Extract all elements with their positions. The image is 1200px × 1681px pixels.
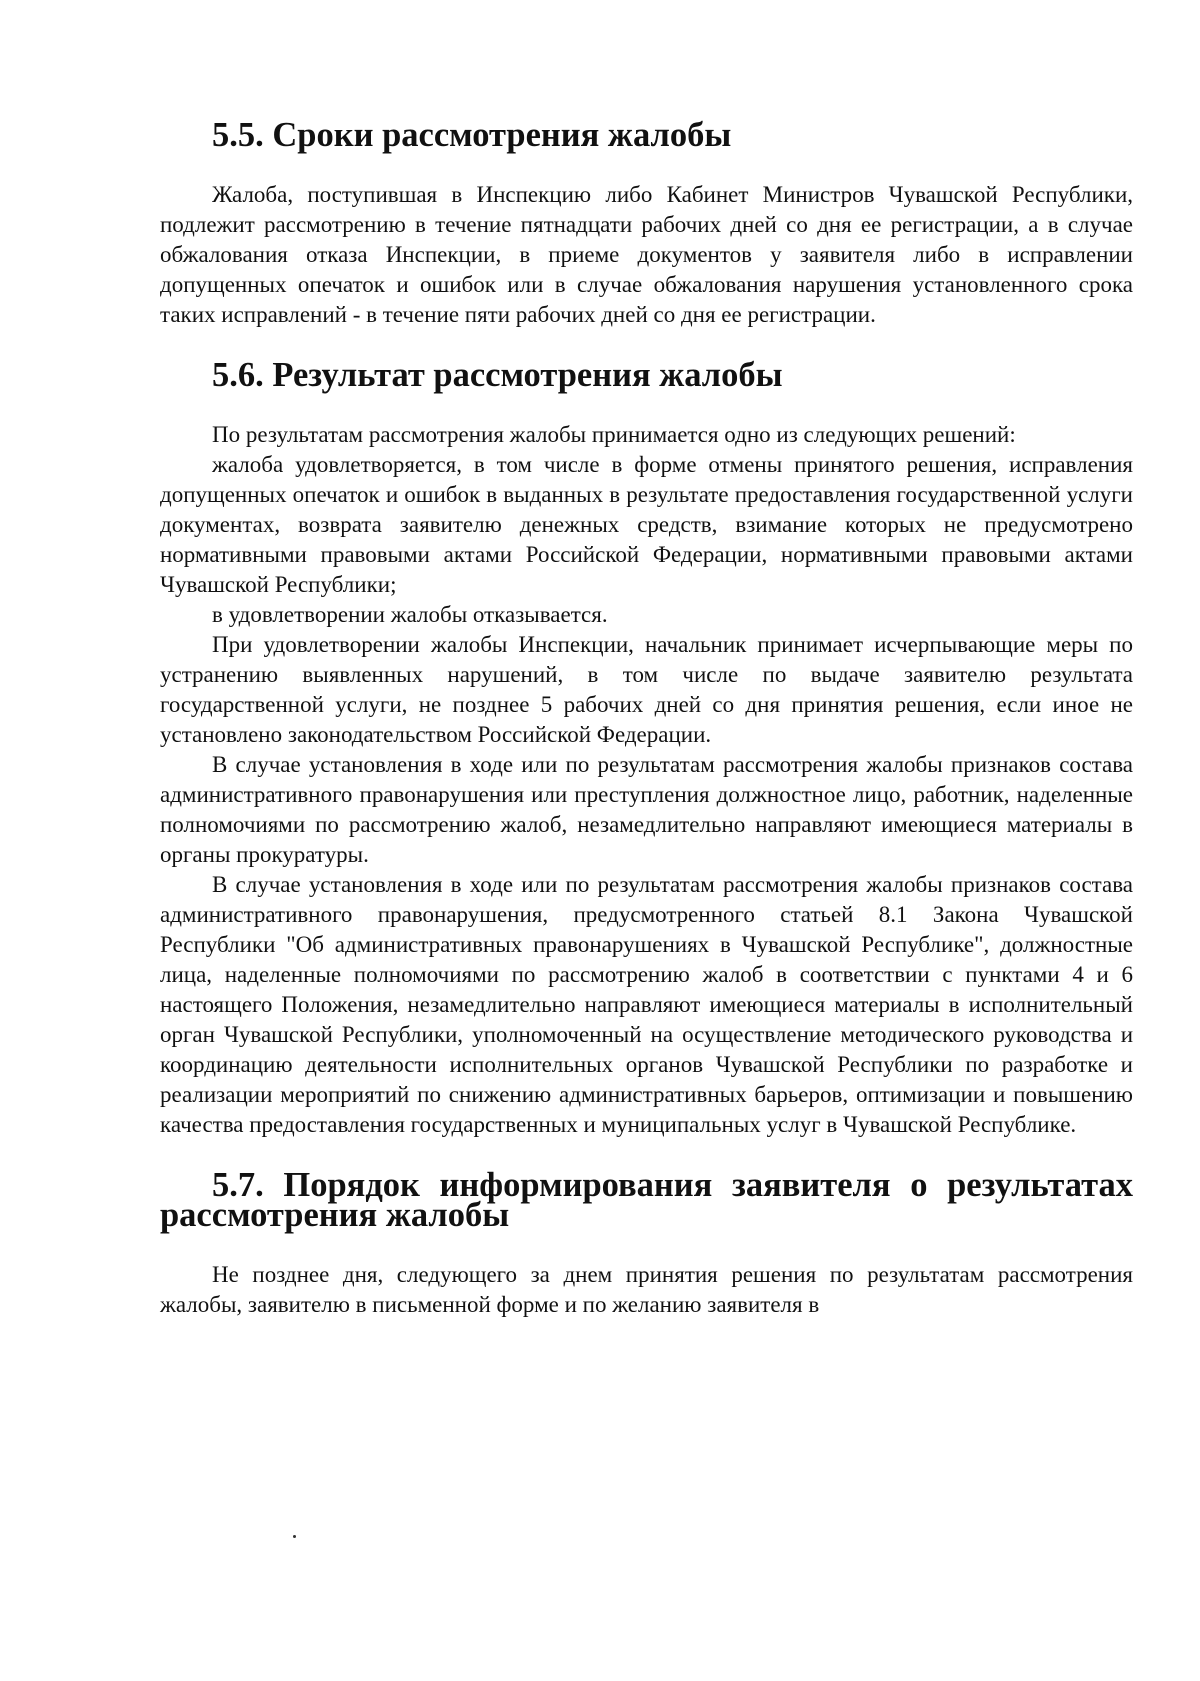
document-page xyxy=(160,116,1133,1320)
paragraph: В случае установления в ходе или по результатам рассмотрения жалобы признаков состава административного правонарушения или преступления должностное лицо, работник, наделенные полномочиями по рассмотрению жалоб, незамедлительно направляют имеющиеся материалы в органы прокуратуры. xyxy=(160,752,1133,867)
section-heading: 5.5. Сроки рассмотрения жалобы xyxy=(212,116,732,154)
section-heading: 5.7. Порядок информирования заявителя о результатах рассмотрения жалобы xyxy=(160,1166,1133,1234)
spacer xyxy=(160,1230,1133,1260)
paragraph: При удовлетворении жалобы Инспекции, начальник принимает исчерпывающие меры по устранению выявленных нарушений, в том числе по выдаче заявителю результата государственной услуги, не позднее 5 рабочих дней со дня принятия решения, если иное не установлено законодательством Российской Федерации. xyxy=(160,632,1133,747)
scan-speck xyxy=(293,1535,296,1538)
section-heading: 5.6. Результат рассмотрения жалобы xyxy=(212,356,783,394)
paragraph: В случае установления в ходе или по результатам рассмотрения жалобы признаков состава административного правонарушения, предусмотренного статьей 8.1 Закона Чувашской Республики "Об административных правонарушениях в Чувашской Республике", должностные лица, наделенные полномочиями по рассмотрению жалоб в соответствии с пунктами 4 и 6 настоящего Положения, незамедлительно направляют имеющиеся материалы в исполнительный орган Чувашской Республики, уполномоченный на осуществление методического руководства и координацию деятельности исполнительных органов Чувашской Республики по разработке и реализации мероприятий по снижению административных барьеров, оптимизации и повышению качества предоставления государственных и муниципальных услуг в Чувашской Республике. xyxy=(160,872,1133,1137)
paragraph: Не позднее дня, следующего за днем принятия решения по результатам рассмотрения жалобы, заявителю в письменной форме и по желанию заявителя в xyxy=(160,1262,1133,1317)
spacer xyxy=(160,150,1133,180)
paragraph: в удовлетворении жалобы отказывается. xyxy=(212,602,608,627)
paragraph: жалоба удовлетворяется, в том числе в форме отмены принятого решения, исправления допущенных опечаток и ошибок в выданных в результате предоставления государственной услуги документах, возврата заявителю денежных средств, взимание которых не предусмотрено нормативными правовыми актами Российской Федерации, нормативными правовыми актами Чувашской Республики; xyxy=(160,452,1133,597)
paragraph: Жалоба, поступившая в Инспекцию либо Кабинет Министров Чувашской Республики, подлежит рассмотрению в течение пятнадцати рабочих дней со дня ее регистрации, а в случае обжалования отказа Инспекции, в приеме документов у заявителя либо в исправлении допущенных опечаток и ошибок или в случае обжалования нарушения установленного срока таких исправлений - в течение пяти рабочих дней со дня ее регистрации. xyxy=(160,182,1133,327)
paragraph: По результатам рассмотрения жалобы принимается одно из следующих решений: xyxy=(212,422,1016,447)
spacer xyxy=(160,390,1133,420)
